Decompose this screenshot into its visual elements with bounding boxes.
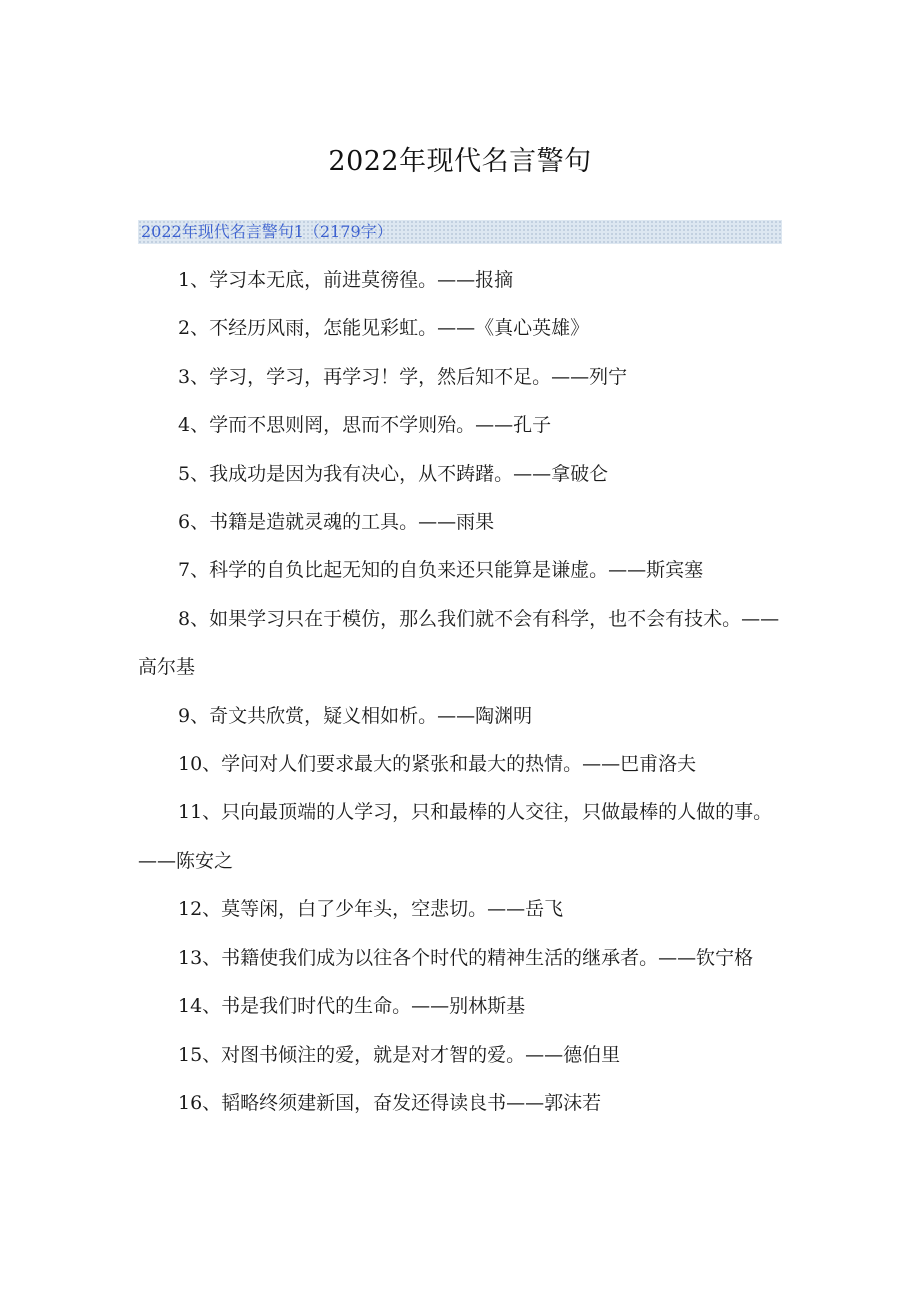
quote-item: 2、不经历风雨，怎能见彩虹。——《真心英雄》 [178,317,590,340]
quote-item: 6、书籍是造就灵魂的工具。——雨果 [178,511,495,534]
quote-item: 4、学而不思则罔，思而不学则殆。——孔子 [178,414,552,437]
quote-item: 13、书籍使我们成为以往各个时代的精神生活的继承者。——钦宁格 [178,946,754,969]
section-heading: 2022年现代名言警句1（2179字） [138,220,782,244]
quote-item: 14、书是我们时代的生命。——别林斯基 [178,995,526,1018]
quote-item: 3、学习，学习，再学习！学，然后知不足。——列宁 [178,365,628,388]
quote-item: 15、对图书倾注的爱，就是对才智的爱。——德伯里 [178,1043,621,1066]
quote-item: 12、莫等闲，白了少年头，空悲切。——岳飞 [178,898,564,921]
quote-item: 11、只向最顶端的人学习，只和最棒的人交往，只做最棒的人做的事。——陈安之 [138,801,773,872]
quote-item: 1、学习本无底，前进莫徬徨。——报摘 [178,269,514,291]
quote-list [138,256,782,1127]
quote-item: 5、我成功是因为我有决心，从不踌躇。——拿破仑 [178,462,609,485]
quote-item: 9、奇文共欣赏，疑义相如析。——陶渊明 [178,704,533,727]
quote-item: 8、如果学习只在于模仿，那么我们就不会有科学，也不会有技术。——高尔基 [138,607,780,679]
quote-item: 7、科学的自负比起无知的自负来还只能算是谦虚。——斯宾塞 [178,559,704,582]
quote-item: 16、韬略终须建新国，奋发还得读良书——郭沫若 [178,1091,602,1114]
quote-item: 10、学问对人们要求最大的紧张和最大的热情。——巴甫洛夫 [178,753,697,776]
document-title: 2022年现代名言警句 [328,146,592,177]
